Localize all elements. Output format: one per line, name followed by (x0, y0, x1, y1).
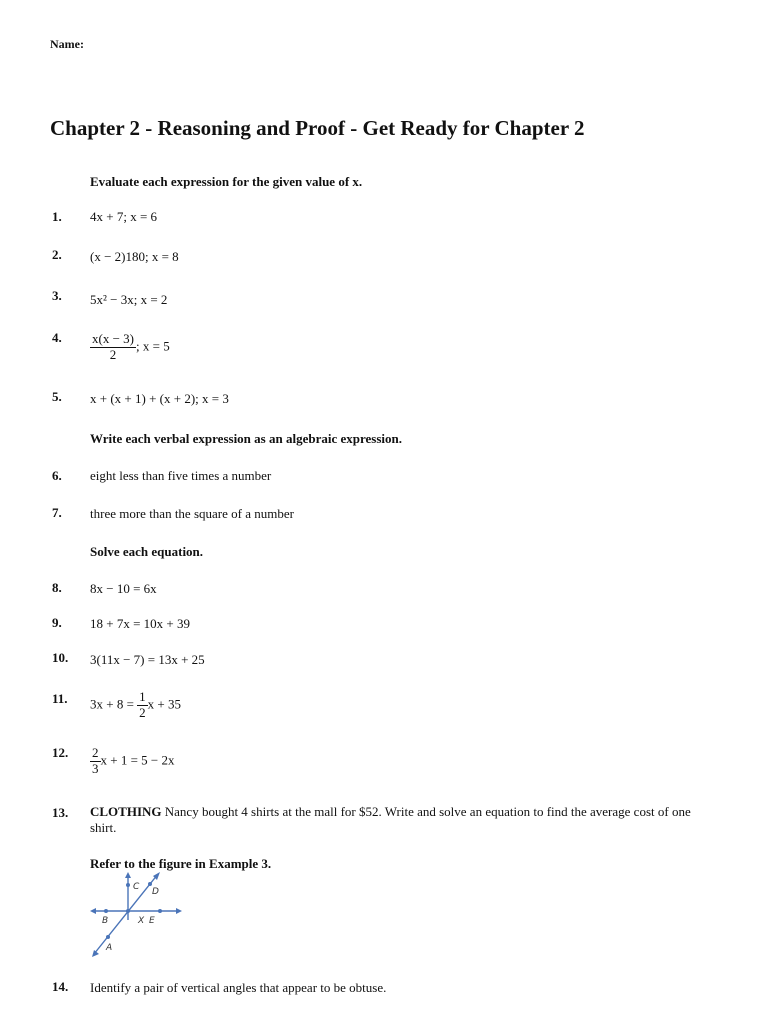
label-a: A (106, 943, 113, 953)
problem-8-number: 8. (52, 580, 62, 595)
label-c: C (133, 882, 140, 892)
page-title: Chapter 2 - Reasoning and Proof - Get Ready for Chapter 2 (50, 116, 585, 140)
problem-11-fraction (137, 690, 148, 721)
figure-instructions: Refer to the figure in Example 3. (90, 856, 272, 871)
problem-1-expression: 4x + 7; x = 6 (90, 209, 158, 224)
label-b: B (102, 916, 109, 926)
problem-4-fraction (90, 332, 136, 363)
problem-2-number: 2. (52, 247, 62, 262)
problem-13-body: Nancy bought 4 shirts at the mall for $52. Write and solve an equation to find the average cost of one shirt. (90, 804, 691, 835)
problem-12-expression (90, 746, 175, 777)
problem-10-number: 10. (52, 650, 69, 665)
problem-14-text: Identify a pair of vertical angles that appear to be obtuse. (90, 980, 387, 995)
label-x: X (138, 916, 145, 926)
problem-5-number: 5. (52, 389, 62, 404)
arrow-right (176, 908, 182, 914)
verbal-instructions: Write each verbal expression as an algebraic expression. (90, 431, 402, 446)
point-e (158, 909, 162, 913)
problem-3-number: 3. (52, 288, 62, 303)
problem-10-expression: 3(11x − 7) = 13x + 25 (90, 652, 205, 667)
label-e: E (149, 916, 155, 926)
problem-11-denominator: 2 (139, 704, 146, 720)
problem-13-number: 13. (52, 805, 69, 820)
point-b (104, 909, 108, 913)
problem-9-number: 9. (52, 615, 62, 630)
problem-5-expression: x + (x + 1) + (x + 2); x = 3 (90, 391, 229, 406)
problem-11-numerator: 1 (139, 689, 146, 704)
problem-4-denominator: 2 (109, 346, 117, 362)
problem-12-numerator: 2 (92, 745, 99, 760)
problem-1-number: 1. (52, 209, 62, 224)
problem-12-number: 12. (52, 745, 69, 760)
problem-11-number: 11. (52, 691, 68, 706)
problem-4-number: 4. (52, 330, 62, 345)
point-d (148, 882, 152, 886)
problem-12-denominator: 3 (92, 760, 99, 776)
problem-4-expression (90, 332, 170, 363)
angle-figure (88, 870, 288, 960)
point-a (106, 935, 110, 939)
arrow-left (90, 908, 96, 914)
problem-13-text (90, 804, 720, 836)
problem-14-number: 14. (52, 979, 69, 994)
problem-4-numerator: x(x − 3) (92, 331, 134, 346)
label-d: D (152, 887, 159, 897)
arrow-up (125, 872, 131, 878)
solve-instructions: Solve each equation. (90, 544, 204, 559)
problem-12-fraction (90, 746, 101, 777)
point-x (126, 909, 130, 913)
diagonal-line (94, 874, 158, 954)
name-label: Name: (50, 37, 84, 51)
problem-6-expression: eight less than five times a number (90, 468, 272, 483)
problem-9-expression: 18 + 7x = 10x + 39 (90, 616, 190, 631)
problem-2-expression: (x − 2)180; x = 8 (90, 249, 179, 264)
problem-7-number: 7. (52, 505, 62, 520)
problem-11-rest: x + 35 (147, 696, 182, 712)
problem-11-expression (90, 690, 181, 721)
problem-7-expression: three more than the square of a number (90, 506, 294, 521)
problem-4-rest: ; x = 5 (136, 338, 170, 354)
problem-3-expression: 5x² − 3x; x = 2 (90, 292, 168, 307)
point-c (126, 883, 130, 887)
problem-13-keyword: CLOTHING (90, 804, 162, 819)
problem-11-left: 3x + 8 = (90, 696, 138, 712)
problem-8-expression: 8x − 10 = 6x (90, 581, 157, 596)
problem-6-number: 6. (52, 468, 62, 483)
problem-12-rest: x + 1 = 5 − 2x (100, 752, 175, 768)
evaluate-instructions: Evaluate each expression for the given value of x. (90, 174, 363, 189)
